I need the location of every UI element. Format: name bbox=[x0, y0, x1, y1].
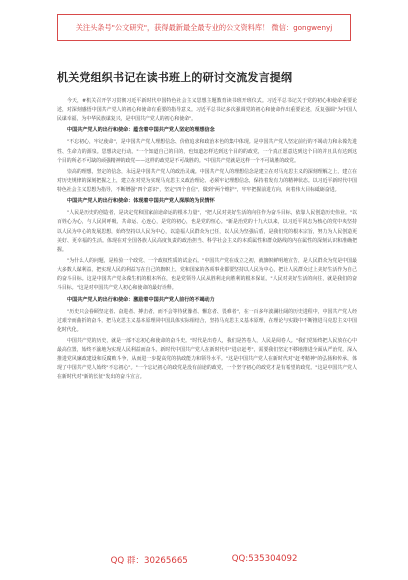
body-paragraph: "不忘初心，牢记使命"，是中国共产党人理想信念、价值追求和政治本色的集中体现。是中国共产党人坚定前行的不竭动力和永葆先进性、生命力的源泉。思想决定行动。"一个知道自己的目的，也知道怎样达到这个目的的政党，一个真正愿意达到这个目的并且具有达到这个目的所必不可缺的顽强精神的政党——这样的政党是不可战胜的。"中国共产党就是这样一个不可战胜的政党。 bbox=[57, 139, 357, 164]
section-heading: 中国共产党人的出行和使命：蕴含着中国共产党人坚定的理想信念 bbox=[67, 127, 215, 134]
document-body bbox=[57, 97, 357, 385]
body-paragraph: "人民是历史的创造者，是决定党和国家前途命运的根本力量"，"把人民对美好生活的向往作为奋斗目标，依靠人民创造历史伟业。"以百姓心为心，与人民同呼吸、共命运、心连心，是党的初心，也是党的恒心。"新是治党的十九大以来，以习近平同志为核心的党中央坚持以人民为中心的发展思想，始终坚持以人民为中心，以造福人民群众为已任，以人民为坚强后盾，是我们党的根本宗旨，努力为人民创造更美好、更幸福的生活。体现在对全国各族人民高度负责的政治担当、科学社会主义的本质属性和群众路线的内在属性的深刻认识和准确把握。 bbox=[57, 210, 357, 253]
body-paragraph: "为什么人的问题，是检验一个政党、一个政权性质的试金石。"中国共产党在成立之初，就旗帜鲜明地宣告，是人民群众为党是中国最大多数人谋利益，把实现人民的利益写在自己的旗帜上，党和国家的各项事业都要坚持以人民为中心，把让人民群众过上美好生活作为自己的奋斗目标。这是中国共产党永葆生机的根本所在，也是党领导人民从胜利走向胜利的根本保证。"人民对美好生活的向往，就是我们的奋斗目标。"这是对中国共产党人初心和使命的最好诠释。 bbox=[57, 258, 357, 292]
header-notice: 关注头条号"公文研究"，获得最新最全最专业的公文资料库！ 微信：gongwenyj bbox=[75, 22, 333, 32]
body-paragraph: 崇高的理想，坚定的信念，永远是中国共产党人的政治灵魂。中国共产党人的理想信念是建立在对马克思主义的深刻理解之上，建立在对历史规律的深刻把握之上，建立在对党为实现马克思主义政治理论、必须牢记理想信念，保持着发有力的精神状态。以习近平新时代中国特色社会主义思想为指导，不断增强"四个意识"，坚定"四个自信"，做到"两个维护"，牢牢把握前进方向，向着伟大目标砥砺奋进。 bbox=[57, 168, 357, 194]
section-heading: 中国共产党人的出行和使命：体现着中国共产党人深厚的为民情怀 bbox=[67, 198, 215, 205]
body-paragraph: 今天，#机关召开学习贯彻习近平新时代中国特色社会主义思想主题教育读书班开班仪式。习近平总书记关于党的初心和使命重要论述，对深刻感悟中国共产党人的初心和使命有重要的指导意义。习近平总书记多次强调党的初心和使命作出重要论述，反复强调"为中国人民谋幸福，为中华民族谋复兴，是中国共产党人的初心和使命"。 bbox=[57, 98, 357, 123]
footer-qq: QQ:535304092 bbox=[231, 554, 298, 564]
header-notice-box bbox=[57, 14, 351, 41]
footer-qq-group: QQ 群：30265665 bbox=[110, 556, 188, 566]
footer bbox=[0, 554, 408, 566]
document-title: 机关党组织书记在读书班上的研讨交流发言提纲 bbox=[57, 71, 293, 84]
body-paragraph: 中国共产党的历史，就是一部不忘初心和使命的奋斗史。"时代是出卷人，我们是答卷人，人民是阅卷人。"我们党始终把人民放在心中最高位置，始终不渝地为实现人民利益而奋斗。新时代中国共产党人在新时代中"进京赶考"，需要我们坚定不移地推进全面从严治党，深入推进党风廉政建设和反腐败斗争，从而进一步提高党的执政能力和领导水平。"这是中国共产党人在新时代对"赶考精神"的弘扬和传承，体现了中国共产党人始终"不忘初心"。"一个忘记初心的政党是没有前途的政党，一个坚守初心的政党才是有希望的政党。"这是中国共产党人在新时代对"新的长征"发出的奋斗宣言。 bbox=[57, 338, 357, 381]
section-heading: 中国共产党人的出行和使命：激励着中国共产党人前行的不竭动力 bbox=[67, 296, 215, 303]
body-paragraph: "历史只会眷顾坚定者、奋进者、搏击者，而不会等待犹豫者、懈怠者、畏难者"，在一百多年波澜壮阔的历史进程中，中国共产党人经过艰辛而曲折的奋斗，把马克思主义基本原理同中国具体实际相结合，坚持马克思主义基本原理，在理论与实践中不断推进马克思主义中国化时代化。 bbox=[57, 308, 357, 333]
